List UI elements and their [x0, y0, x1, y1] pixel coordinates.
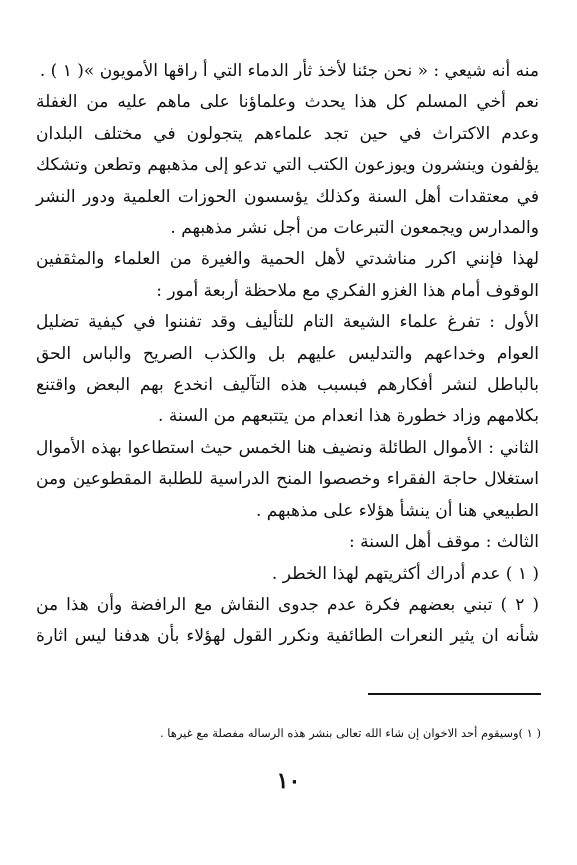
page-number: ١٠: [276, 768, 301, 794]
footnote: ( ١ )وسيقوم أحد الاخوان إن شاء الله تعالى بنشر هذه الرساله مفصلة مع غيرها .: [159, 726, 541, 740]
paragraph-first-point: الأول : تفرغ علماء الشيعة التام للتأليف وقد تفننوا في كيفية تضليل العوام وخداعهم والتدليس عليهم بل والكذب الصريح والباس الحق بالباطل لنشر أفكارهم فبسبب هذه التآليف انخدع بهم البعض واقتنع بكلامهم وزاد خطورة هذا انعدام من يتتبعهم من السنة .: [36, 312, 539, 427]
paragraph-third-point: الثالث : موقف أهل السنة :: [348, 532, 539, 553]
paragraph-second-point: الثاني : الأموال الطائلة ونضيف هنا الخمس حيث استطاعوا بهذه الأموال استغلال حاجة الفقراء وخصصوا المنح الدراسية للطلبة المقطوعين ومن الطبيعي هنا أن ينشأ هؤلاء على مذهبهم .: [36, 437, 539, 521]
paragraph-quote: منه أنه شيعي : « نحن جئنا لأخذ ثأر الدماء التي أ راقها الأمويون »( ١ ) .: [39, 61, 539, 81]
paragraph-scholars: نعم أخي المسلم كل هذا يحدث وعلماؤنا على ماهم عليه من الغفلة وعدم الاكتراث في حين تجد علماءهم يتجولون في مختلف البلدان يؤلفون وينشرون ويوزعون الكتب التي تدعو إلى مذهبهم وتطعن وتشكك في معتقدات أهل السنة وكذلك يؤسسون الحوزات العلمية ودور النشر والمدارس ويجمعون التبرعات من أجل نشر مذهبهم .: [36, 92, 539, 239]
list-item-2: ( ٢ ) تبني بعضهم فكرة عدم جدوى النقاش مع الرافضة وأن هذا من شأنه ان يثير النعرات الطائفية ونكرر القول لهؤلاء بأن هدفنا ليس اثارة: [36, 594, 539, 647]
footnote-divider: [368, 693, 541, 695]
paragraph-appeal: لهذا فإنني اكرر مناشدتي لأهل الحمية والغيرة من العلماء والمثقفين الوقوف أمام هذا الغزو الفكري مع ملاحظة أربعة أمور :: [36, 249, 539, 301]
main-text: [36, 56, 539, 653]
list-item-1: ( ١ ) عدم أدراك أكثريتهم لهذا الخطر .: [271, 563, 539, 584]
